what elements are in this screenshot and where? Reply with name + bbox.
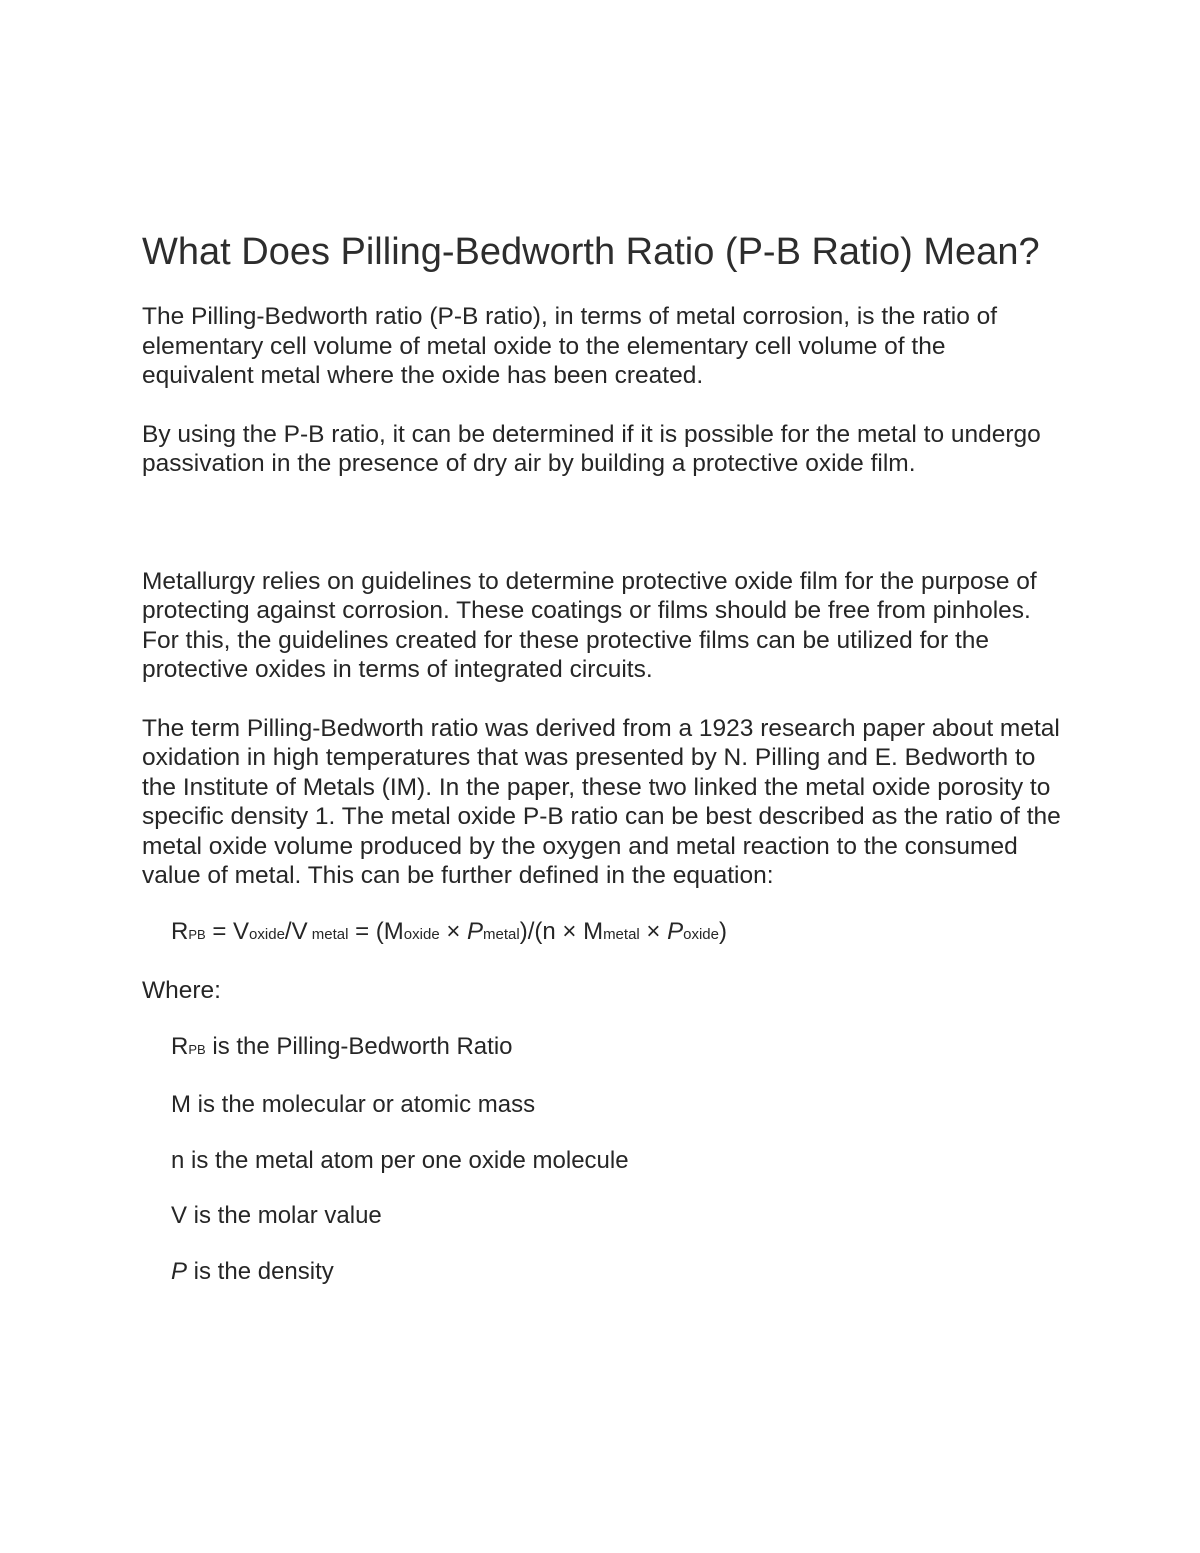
- page-title: What Does Pilling-Bedworth Ratio (P-B Ratio) Mean?: [142, 231, 1040, 273]
- eq-part: = V: [205, 917, 250, 945]
- eq-part: ): [718, 917, 727, 945]
- paragraph-definition: The Pilling-Bedworth ratio (P-B ratio), in terms of metal corrosion, is the ratio of elementary cell volume of metal oxide to the elementary cell volume of the equivalent metal where the oxide has been created.: [142, 303, 998, 389]
- eq-part: /V: [284, 917, 308, 945]
- where-label: Where:: [142, 977, 221, 1004]
- definition-m: M is the molecular or atomic mass: [171, 1091, 536, 1118]
- definition-n: n is the metal atom per one oxide molecule: [171, 1146, 629, 1174]
- eq-sub: metal: [307, 925, 349, 943]
- eq-part: )/(n × M: [519, 917, 604, 945]
- def-text: is the density: [187, 1257, 334, 1285]
- def-symbol-sub: PB: [188, 1041, 206, 1057]
- definition-v: V is the molar value: [171, 1202, 382, 1229]
- rho-symbol: P: [171, 1257, 188, 1285]
- rho-symbol: P: [467, 917, 484, 945]
- paragraph-metallurgy: Metallurgy relies on guidelines to determine protective oxide film for the purpose of protecting against corrosion. These coatings or films should be free from pinholes. For this, the guidelines created for these protective films can be utilized for the protective oxides in terms of integrated circuits.: [142, 567, 1037, 683]
- definition-density: [171, 1257, 1062, 1287]
- eq-sub: oxide: [249, 925, 285, 943]
- pb-ratio-equation: [171, 917, 1062, 950]
- def-symbol: R: [171, 1032, 189, 1060]
- eq-part: = (M: [348, 917, 404, 945]
- eq-part: ×: [639, 917, 668, 945]
- eq-sub: metal: [483, 925, 520, 943]
- eq-r-sub: PB: [188, 926, 206, 942]
- eq-r: R: [171, 917, 189, 945]
- eq-part: ×: [439, 917, 468, 945]
- paragraph-history: The term Pilling-Bedworth ratio was derived from a 1923 research paper about metal oxidation in high temperatures that was presented by N. Pilling and E. Bedworth to the Institute of Metals (IM). In the paper, these two linked the metal oxide porosity to specific density 1. The metal oxide P-B ratio can be best described as the ratio of the metal oxide volume produced by the oxygen and metal reaction to the consumed value of metal. This can be further defined in the equation:: [142, 714, 1061, 889]
- eq-sub: oxide: [403, 925, 440, 943]
- def-text: is the Pilling-Bedworth Ratio: [205, 1032, 513, 1060]
- eq-sub: metal: [603, 925, 640, 943]
- document-page: [142, 230, 1062, 1286]
- eq-sub: oxide: [683, 925, 719, 943]
- rho-symbol: P: [667, 917, 684, 945]
- definition-rpb: [171, 1032, 1062, 1065]
- paragraph-passivation: By using the P-B ratio, it can be determined if it is possible for the metal to undergo passivation in the presence of dry air by building a protective oxide film.: [142, 420, 1041, 477]
